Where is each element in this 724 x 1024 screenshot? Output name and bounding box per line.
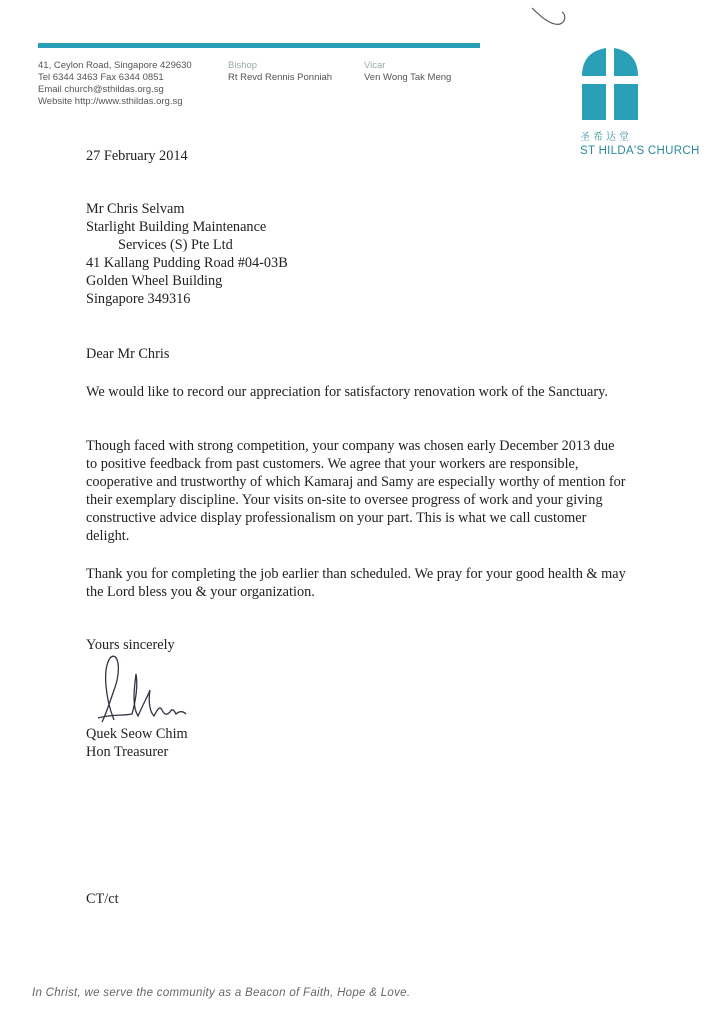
- website-line: Website http://www.sthildas.org.sg: [38, 96, 183, 107]
- header-rule: [38, 43, 480, 48]
- bishop-label: Bishop: [228, 60, 258, 71]
- recipient-address: [86, 200, 288, 308]
- paragraph-details: Though faced with strong competition, your company was chosen early December 2013 due to positive feedback from past customers. We agree that your workers are responsible, cooperative and trustworthy of which Kamaraj and Samy are especially worthy of mention for their exemplary discipline. Your visits on-site to oversee progress of work and your giving constructive advice display professionalism on your part. This is what we call customer delight.: [86, 438, 626, 544]
- email-line: Email church@sthildas.org.sg: [38, 84, 164, 95]
- letter-date: 27 February 2014: [86, 148, 188, 164]
- signer-block: [86, 725, 188, 761]
- address-line: 41, Ceylon Road, Singapore 429630: [38, 60, 192, 71]
- vicar-name: Ven Wong Tak Meng: [364, 72, 452, 83]
- paragraph-appreciation: We would like to record our appreciation for satisfactory renovation work of the Sanctuary.: [86, 384, 608, 400]
- bishop-name: Rt Revd Rennis Ponniah: [228, 72, 333, 83]
- recipient-company: Starlight Building Maintenance: [86, 219, 267, 235]
- pen-mark: [528, 4, 568, 30]
- recipient-name: Mr Chris Selvam: [86, 201, 185, 217]
- paragraph-thanks: Thank you for completing the job earlier than scheduled. We pray for your good health & may the Lord bless you & your organization.: [86, 566, 626, 600]
- signer-title: Hon Treasurer: [86, 744, 169, 760]
- church-chinese-name: 圣希达堂: [580, 132, 632, 143]
- church-name: ST HILDA'S CHURCH: [580, 145, 700, 157]
- vicar-block: [364, 60, 451, 84]
- bishop-block: [228, 60, 332, 84]
- church-logo-icon: [578, 46, 642, 122]
- signer-name: Quek Seow Chim: [86, 726, 188, 742]
- footer-tagline: In Christ, we serve the community as a Beacon of Faith, Hope & Love.: [32, 987, 411, 999]
- recipient-company-cont: Services (S) Pte Ltd: [118, 237, 233, 253]
- handwritten-signature: [92, 650, 192, 726]
- vicar-label: Vicar: [364, 60, 386, 71]
- recipient-city: Singapore 349316: [86, 291, 191, 307]
- recipient-building: Golden Wheel Building: [86, 273, 223, 289]
- phone-fax-line: Tel 6344 3463 Fax 6344 0851: [38, 72, 164, 83]
- church-address: [38, 60, 192, 108]
- recipient-street: 41 Kallang Pudding Road #04-03B: [86, 255, 288, 271]
- salutation: Dear Mr Chris: [86, 346, 170, 362]
- closing: Yours sincerely: [86, 637, 175, 653]
- reference-initials: CT/ct: [86, 891, 119, 907]
